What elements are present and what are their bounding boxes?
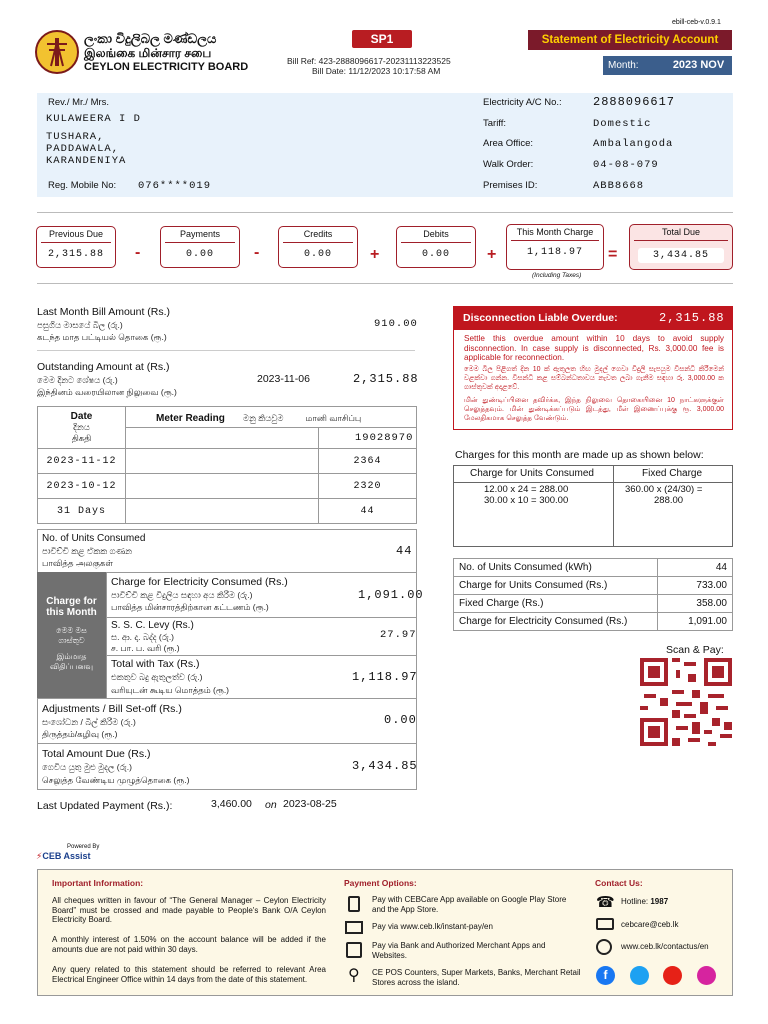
- twitter-icon[interactable]: [630, 966, 649, 985]
- divider: [37, 698, 417, 699]
- contact-heading: Contact Us:: [595, 878, 643, 888]
- last-bill-tamil: கடந்த மாத பட்டியல் தொகை (ரூ.): [37, 332, 167, 342]
- disconnection-text-tamil: மின் துண்டிப்பினை தவிர்க்க, இந்த நிலுவை தொகையினை 10 நாட்களுக்குள் செலுத்தவும். மின் துண்டிக்கப்படும் இடத்து, மீள் இணைப்புக்கு ரூ. 3,000.00 மேலதிகமாக செலுத்த வேண்டும்.: [464, 397, 724, 422]
- reading-header: Meter Reading මනු කියවුම மானி வாசிப்பு 19028970: [126, 407, 417, 449]
- adjustments-label: Adjustments / Bill Set-off (Rs.): [42, 703, 182, 715]
- calc-fixed-1: 360.00 x (24/30) =: [625, 484, 703, 495]
- outstanding-sinhala: මෙම දිනට ශේෂය (රු.): [37, 375, 118, 385]
- ssc-label: S. S. C. Levy (Rs.): [111, 620, 194, 631]
- debits-value: 0.00: [421, 249, 450, 260]
- totals-value: 358.00: [658, 595, 733, 613]
- credits-box: [278, 226, 358, 268]
- statement-title: Statement of Electricity Account: [528, 30, 732, 50]
- bill-ref: Bill Ref: 423-2888096617-20231113223525: [287, 56, 451, 66]
- previous-due-value: 2,315.88: [47, 249, 104, 260]
- adjustments-value: 0.00: [384, 713, 417, 727]
- total-due-value: 3,434.85: [638, 248, 724, 263]
- total-amount-value: 3,434.85: [352, 759, 418, 773]
- total-due-box: [629, 224, 733, 270]
- divider: [106, 572, 107, 698]
- walk-order-value: 04-08-079: [593, 159, 659, 171]
- phone-icon: ☎: [596, 894, 615, 911]
- ec-tamil: பாவித்த மின்சாரத்திற்கான கட்டணம் (ரூ.): [111, 602, 269, 612]
- hotline-label: Hotline:: [621, 897, 649, 906]
- charge-for-month-sinhala: මෙම මස ගාස්තුව: [56, 626, 87, 645]
- ssc-value: 27.97: [380, 629, 417, 641]
- totals-label: Charge for Electricity Consumed (Rs.): [454, 613, 658, 631]
- total-tax-tamil: வரியுடன் கூடிய மொத்தம் (ரூ.): [111, 685, 230, 695]
- divider: [106, 617, 417, 618]
- units-consumed-sinhala: පාවිච්චි කළ ඒකක ගණන: [42, 546, 133, 556]
- divider: [37, 350, 415, 351]
- hotline: [621, 897, 668, 906]
- org-name-english: CEYLON ELECTRICITY BOARD: [84, 61, 249, 73]
- reading-date: 2023-10-12: [38, 474, 126, 499]
- last-payment-label: Last Updated Payment (Rs.):: [37, 800, 173, 812]
- account-label: Electricity A/C No.:: [483, 97, 562, 108]
- totals-value: 44: [658, 559, 733, 577]
- ec-label: Charge for Electricity Consumed (Rs.): [111, 576, 288, 588]
- area-office-value: Ambalangoda: [593, 138, 674, 150]
- bill-code: SP1: [352, 30, 412, 48]
- plus-sign: +: [370, 246, 380, 263]
- ssc-sinhala: ස. ආ. දා. බද්ද (රු.): [111, 632, 175, 642]
- disconnection-amount: 2,315.88: [659, 311, 725, 325]
- total-amount-tamil: செலுத்த வேண்டிய முழுத்தொகை (ரூ.): [42, 775, 190, 785]
- total-tax-sinhala: එකතුව බදු ඇතුලත්ව (රු.): [111, 672, 203, 682]
- last-bill-sinhala: පසුගිය මාසයේ බිල (රු.): [37, 320, 123, 330]
- pay-option-app: Pay with CEBCare App available on Google Play Store and the App Store.: [372, 895, 567, 914]
- units-consumed-label: No. of Units Consumed: [42, 533, 146, 544]
- ceb-assist-text: CEB Assist: [42, 851, 91, 861]
- area-office-label: Area Office:: [483, 138, 533, 149]
- units-consumed-value: 44: [396, 544, 413, 558]
- instagram-icon[interactable]: [697, 966, 716, 985]
- hotline-number[interactable]: 1987: [650, 897, 669, 906]
- outstanding-value: 2,315.88: [353, 372, 419, 386]
- credits-label: Credits: [283, 229, 353, 243]
- last-payment-date: 2023-08-25: [283, 798, 337, 810]
- premises-label: Premises ID:: [483, 180, 538, 191]
- qr-code[interactable]: [640, 658, 732, 746]
- bank-app-icon: [346, 942, 362, 958]
- org-name-sinhala: ලංකා විදුලිබල මණ්ඩලය: [84, 31, 217, 46]
- ceb-assist-logo: ⚡CEB Assist: [36, 851, 91, 861]
- web-pay-icon: [345, 921, 363, 934]
- ssc-tamil: ச. பா. ப. வரி (ரூ.): [111, 643, 180, 653]
- account-number: 2888096617: [593, 95, 676, 109]
- totals-value: 1,091.00: [658, 613, 733, 631]
- divider: [106, 655, 417, 656]
- calc-line-1: 12.00 x 24 = 288.00: [484, 484, 569, 495]
- address-line-1: TUSHARA,: [46, 131, 105, 143]
- charge-for-month-side: [37, 572, 106, 698]
- youtube-icon[interactable]: [663, 966, 682, 985]
- totals-label: Fixed Charge (Rs.): [454, 595, 658, 613]
- payments-value: 0.00: [185, 249, 214, 260]
- last-payment-value: 3,460.00: [211, 798, 252, 810]
- globe-icon: [596, 939, 612, 955]
- ec-value: 1,091.00: [358, 588, 424, 602]
- reading-units: 44: [319, 499, 417, 524]
- this-month-charge-label: This Month Charge: [511, 227, 599, 241]
- totals-table: [453, 558, 733, 631]
- adjustments-tamil: திருத்தம்/கழிவு (ரூ.): [42, 729, 118, 739]
- email-icon: [596, 918, 614, 930]
- calc-fixed-2: 288.00: [654, 495, 684, 506]
- outstanding-date: 2023-11-06: [257, 373, 310, 385]
- minus-sign: -: [254, 244, 260, 261]
- outstanding-tamil: இந்தினம் வரையிலான நிலுவை (ரூ.): [37, 387, 177, 397]
- divider: [613, 465, 614, 547]
- debits-label: Debits: [401, 229, 471, 243]
- disconnection-text-sinhala: මෙම බිල පිළිගත් දින 10 ක් ඇතුලත හිඟ මුදල් ගෙවා විදුලි සැපයුම විසන්ධි කිරීමෙන් වළක්වා ගන්න. විසන්ධි කළ සම්බන්ධතාවය නැවත ලබා ගැනීම සඳහා රු. 3,000.00 ක ගාස්තුවක් අදාළවේ.: [464, 366, 724, 391]
- premises-value: ABB8668: [593, 180, 645, 192]
- mobile-label: Reg. Mobile No:: [48, 180, 117, 191]
- reading-value: 2320: [319, 474, 417, 499]
- disconnection-title: Disconnection Liable Overdue:: [463, 312, 618, 324]
- location-pin-icon: ⚲: [348, 967, 360, 984]
- calc-col-1: Charge for Units Consumed: [470, 468, 594, 479]
- pay-option-counters: CE POS Counters, Super Markets, Banks, Merchant Retail Stores across the island.: [372, 968, 581, 987]
- salutation: Rev./ Mr./ Mrs.: [48, 97, 110, 108]
- calc-col-2: Fixed Charge: [642, 468, 703, 479]
- tariff-value: Domestic: [593, 118, 652, 130]
- scan-pay-label: Scan & Pay:: [666, 644, 724, 656]
- version: ebill-ceb-v.0.9.1: [672, 19, 721, 26]
- charge-for-month-label: Charge for this Month: [46, 596, 97, 618]
- plus-sign: +: [487, 246, 497, 263]
- debits-box: [396, 226, 476, 268]
- ceb-logo: [35, 30, 79, 74]
- last-bill-value: 910.00: [374, 318, 418, 330]
- total-amount-sinhala: ගෙවිය යුතු මුළු මුදල (රු.): [42, 762, 132, 772]
- walk-order-label: Walk Order:: [483, 159, 534, 170]
- ec-sinhala: පාවිච්චි කළ විදුලිය සඳහා අය කිරීම (රු.): [111, 590, 253, 600]
- charge-for-month-tamil: இம்மாத விதிப்பனவு: [50, 652, 93, 671]
- address-line-2: PADDAWALA,: [46, 143, 120, 155]
- previous-due-box: [36, 226, 116, 268]
- last-payment-on: on: [265, 799, 277, 811]
- calc-heading: Charges for this month are made up as shown below:: [455, 449, 704, 461]
- pay-option-web[interactable]: Pay via www.ceb.lk/instant-pay/en: [372, 922, 493, 931]
- meter-reading-table: [37, 406, 417, 524]
- minus-sign: -: [135, 244, 141, 261]
- last-bill-label: Last Month Bill Amount (Rs.): [37, 306, 171, 318]
- date-header: Date දිනය திகதி: [38, 407, 126, 449]
- totals-value: 733.00: [658, 577, 733, 595]
- this-month-charge-value: 1,118.97: [526, 247, 583, 258]
- reading-value: 2364: [319, 449, 417, 474]
- payment-options-heading: Payment Options:: [344, 878, 417, 888]
- important-info-heading: Important Information:: [52, 878, 144, 888]
- total-amount-label: Total Amount Due (Rs.): [42, 748, 151, 760]
- total-tax-value: 1,118.97: [352, 670, 418, 684]
- total-tax-label: Total with Tax (Rs.): [111, 658, 200, 670]
- org-name-tamil: இலங்கை மின்சார சபை: [84, 46, 212, 60]
- tariff-label: Tariff:: [483, 118, 507, 129]
- bill-date: Bill Date: 11/12/2023 10:17:58 AM: [312, 66, 441, 76]
- reading-date: 2023-11-12: [38, 449, 126, 474]
- units-consumed-tamil: பாவித்த அலகுகள்: [42, 558, 113, 568]
- credits-value: 0.00: [303, 249, 332, 260]
- disconnection-text-english: Settle this overdue amount within 10 days to avoid supply disconnection. In case supply is disconnected, Rs. 3,000.00 fee is applicable for reconnection.: [464, 334, 724, 362]
- totals-label: Charge for Units Consumed (Rs.): [454, 577, 658, 595]
- info-3: Any query related to this statement should be referred to relevant Area Electrical Engineer Office within 14 days from the date of this statement.: [52, 965, 326, 984]
- equals-sign: =: [608, 246, 618, 263]
- month-label: Month:: [603, 56, 665, 75]
- powered-by: Powered By: [67, 844, 100, 850]
- meter-number: 19028970: [355, 431, 414, 444]
- reading-days: 31 Days: [38, 499, 126, 524]
- previous-due-label: Previous Due: [41, 229, 111, 243]
- adjustments-sinhala: සංශෝධන / බිල් කිරීම (රු.): [42, 717, 136, 727]
- calc-line-2: 30.00 x 10 = 300.00: [484, 495, 569, 506]
- mobile-app-icon: [348, 896, 360, 912]
- totals-label: No. of Units Consumed (kWh): [454, 559, 658, 577]
- pay-option-bank: Pay via Bank and Authorized Merchant Apps and Websites.: [372, 941, 546, 960]
- mobile-number: 076****019: [138, 180, 212, 192]
- month-value: 2023 NOV: [665, 56, 732, 75]
- total-due-label: Total Due: [634, 227, 728, 241]
- address-line-3: KARANDENIYA: [46, 155, 127, 167]
- email-link[interactable]: cebcare@ceb.lk: [621, 920, 679, 929]
- payments-box: [160, 226, 240, 268]
- disconnection-header: [453, 306, 733, 330]
- info-2: A monthly interest of 1.50% on the account balance will be added if the amounts due are not paid within 30 days.: [52, 935, 326, 954]
- divider: [453, 482, 733, 483]
- including-taxes-note: (Including Taxes): [532, 272, 582, 279]
- divider: [37, 743, 417, 744]
- this-month-charge-box: [506, 224, 604, 270]
- outstanding-label: Outstanding Amount at (Rs.): [37, 361, 170, 373]
- customer-name: KULAWEERA I D: [46, 113, 141, 125]
- payments-label: Payments: [165, 229, 235, 243]
- web-link[interactable]: www.ceb.lk/contactus/en: [621, 942, 709, 951]
- info-1: All cheques written in favour of “The General Manager – Ceylon Electricity Board” must be crossed and made payable to People's Bank O/A Ceylon Electricity Board.: [52, 896, 326, 924]
- facebook-icon[interactable]: f: [596, 966, 615, 985]
